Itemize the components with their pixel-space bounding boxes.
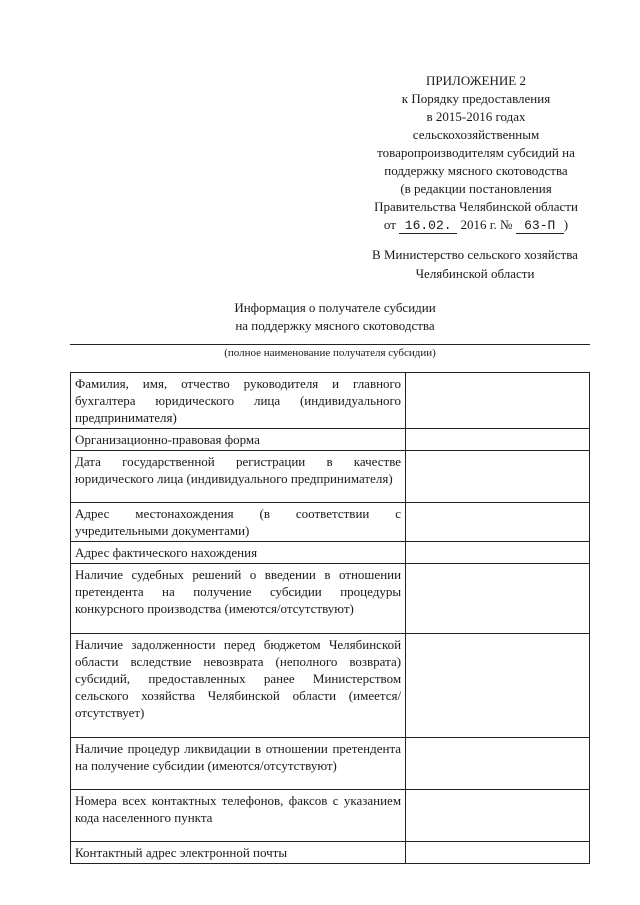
recipient-line: В Министерство сельского хозяйства (372, 247, 578, 262)
row-value-cell[interactable] (406, 842, 590, 864)
appendix-title: ПРИЛОЖЕНИЕ 2 (426, 73, 526, 88)
row-label: Адрес фактического нахождения (71, 542, 406, 564)
title-line: Информация о получателе субсидии (234, 300, 436, 315)
row-value-cell[interactable] (406, 738, 590, 790)
row-label: Контактный адрес электронной почты (71, 842, 406, 864)
resolution-date: 16.02. (399, 219, 457, 234)
recipient-block (350, 245, 600, 283)
row-label: Наличие задолженности перед бюджетом Челябинской области вследствие невозврата (неполного возврата) субсидий, предоставленных ранее Министерством сельского хозяйства Челябинской области (имеется/отсутствует) (71, 634, 406, 738)
row-value-cell[interactable] (406, 503, 590, 542)
closing-paren: ) (563, 217, 569, 232)
table-row (71, 451, 590, 503)
recipient-line: Челябинской области (415, 266, 535, 281)
table-row (71, 634, 590, 738)
row-value-cell[interactable] (406, 451, 590, 503)
table-row (71, 373, 590, 429)
recipient-name-field[interactable] (70, 344, 590, 345)
appendix-line: Правительства Челябинской области (374, 199, 578, 214)
appendix-header (356, 72, 596, 234)
resolution-number: 63-П (516, 219, 564, 234)
appendix-line: в 2015-2016 годах (426, 109, 526, 124)
row-value-cell[interactable] (406, 373, 590, 429)
row-value-cell[interactable] (406, 542, 590, 564)
year-label: 2016 г. № (460, 217, 513, 232)
table-row (71, 564, 590, 634)
appendix-line: (в редакции постановления (400, 181, 552, 196)
info-table (70, 372, 590, 864)
table-row (71, 542, 590, 564)
table-row (71, 738, 590, 790)
table-row (71, 790, 590, 842)
row-label: Организационно-правовая форма (71, 429, 406, 451)
row-label: Фамилия, имя, отчество руководителя и главного бухгалтера юридического лица (индивидуального предпринимателя) (71, 373, 406, 429)
row-value-cell[interactable] (406, 634, 590, 738)
from-label: от (383, 217, 396, 232)
resolution-line (356, 216, 596, 234)
row-label: Наличие судебных решений о введении в отношении претендента на получение субсидии процедуры конкурсного производства (имеются/отсутствуют) (71, 564, 406, 634)
appendix-line: к Порядку предоставления (401, 91, 551, 106)
table-row (71, 503, 590, 542)
table-row (71, 429, 590, 451)
row-label: Адрес местонахождения (в соответствии с учредительными документами) (71, 503, 406, 542)
appendix-line: сельскохозяйственным (412, 127, 540, 142)
document-title (170, 299, 500, 335)
table-row (71, 842, 590, 864)
appendix-line: поддержку мясного скотоводства (384, 163, 568, 178)
row-label: Номера всех контактных телефонов, факсов с указанием кода населенного пункта (71, 790, 406, 842)
appendix-line: товаропроизводителям субсидий на (377, 145, 575, 160)
title-line: на поддержку мясного скотоводства (235, 318, 435, 333)
recipient-name-caption: (полное наименование получателя субсидии) (224, 347, 436, 359)
row-value-cell[interactable] (406, 429, 590, 451)
row-label: Дата государственной регистрации в качестве юридического лица (индивидуального предпринимателя) (71, 451, 406, 503)
row-value-cell[interactable] (406, 790, 590, 842)
row-value-cell[interactable] (406, 564, 590, 634)
row-label: Наличие процедур ликвидации в отношении претендента на получение субсидии (имеются/отсутствуют) (71, 738, 406, 790)
